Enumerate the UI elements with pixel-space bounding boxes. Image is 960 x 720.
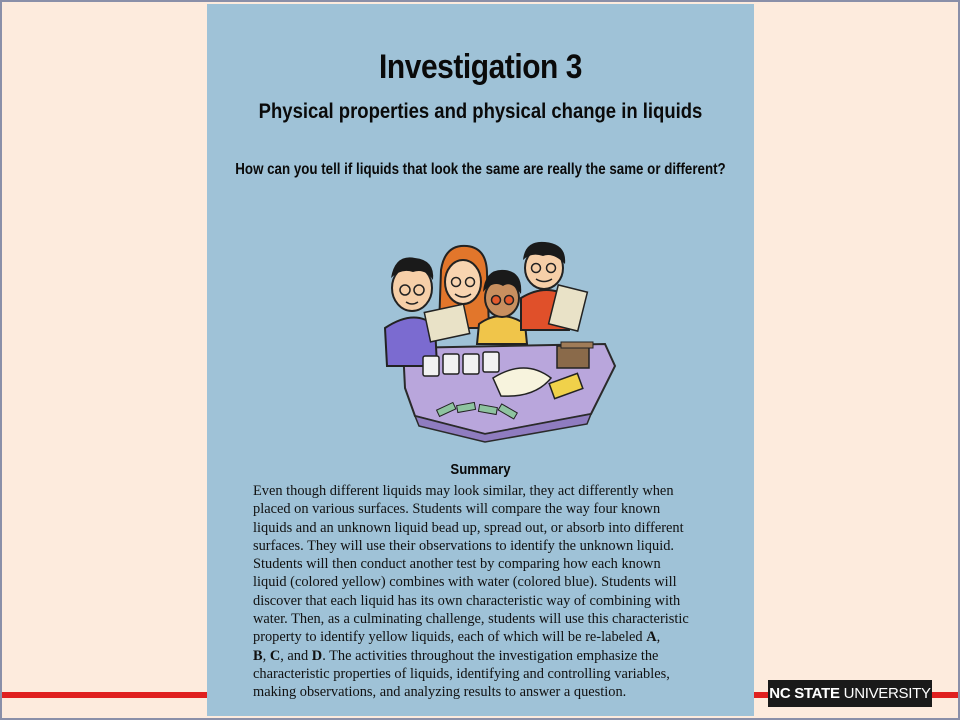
nc-state-logo <box>768 680 932 707</box>
summary-line: Students will then conduct another test by comparing how each known <box>253 556 661 573</box>
label-b: B <box>253 647 263 664</box>
summary-line-text: . The activities throughout the investigation emphasize the <box>322 647 659 664</box>
label-c: C <box>269 647 281 664</box>
logo-light-text: UNIVERSITY <box>843 685 931 702</box>
slide-panel <box>207 4 754 716</box>
summary-line: property to identify yellow liquids, each of which will be re-labeled A, <box>253 629 661 646</box>
label-d: D <box>311 647 323 664</box>
summary-line: liquids and an unknown liquid bead up, spread out, or absorb into different <box>253 519 684 536</box>
summary-line-text: , and <box>280 647 312 664</box>
label-a: A <box>646 629 657 646</box>
summary-line: liquid (colored yellow) combines with water (colored blue). Students will <box>253 574 677 591</box>
summary-line: Even though different liquids may look similar, they act differently when <box>253 483 674 499</box>
summary-text <box>253 482 735 702</box>
summary-line: surfaces. They will use their observations to identify the unknown liquid. <box>253 537 674 554</box>
slide-subtitle: Physical properties and physical change in liquids <box>258 100 703 123</box>
guiding-question: How can you tell if liquids that look the same are really the same or different? <box>235 161 726 178</box>
summary-line: water. Then, as a culminating challenge, students will use this characteristic <box>253 611 689 628</box>
logo-strong-text: NC STATE <box>769 685 840 702</box>
slide-title: Investigation 3 <box>379 48 582 86</box>
students-with-liquids-illustration <box>375 238 625 448</box>
summary-line: making observations, and analyzing results to answer a question. <box>253 684 627 701</box>
summary-heading: Summary <box>450 461 511 478</box>
summary-line: placed on various surfaces. Students will compare the way four known <box>253 501 661 518</box>
summary-line-text: property to identify yellow liquids, each of which will be re-labeled <box>253 629 647 646</box>
summary-line: discover that each liquid has its own characteristic way of combining with <box>253 592 681 609</box>
summary-line: characteristic properties of liquids, identifying and controlling variables, <box>253 665 670 682</box>
summary-line: B, C, and D. The activities throughout the investigation emphasize the <box>253 647 659 664</box>
